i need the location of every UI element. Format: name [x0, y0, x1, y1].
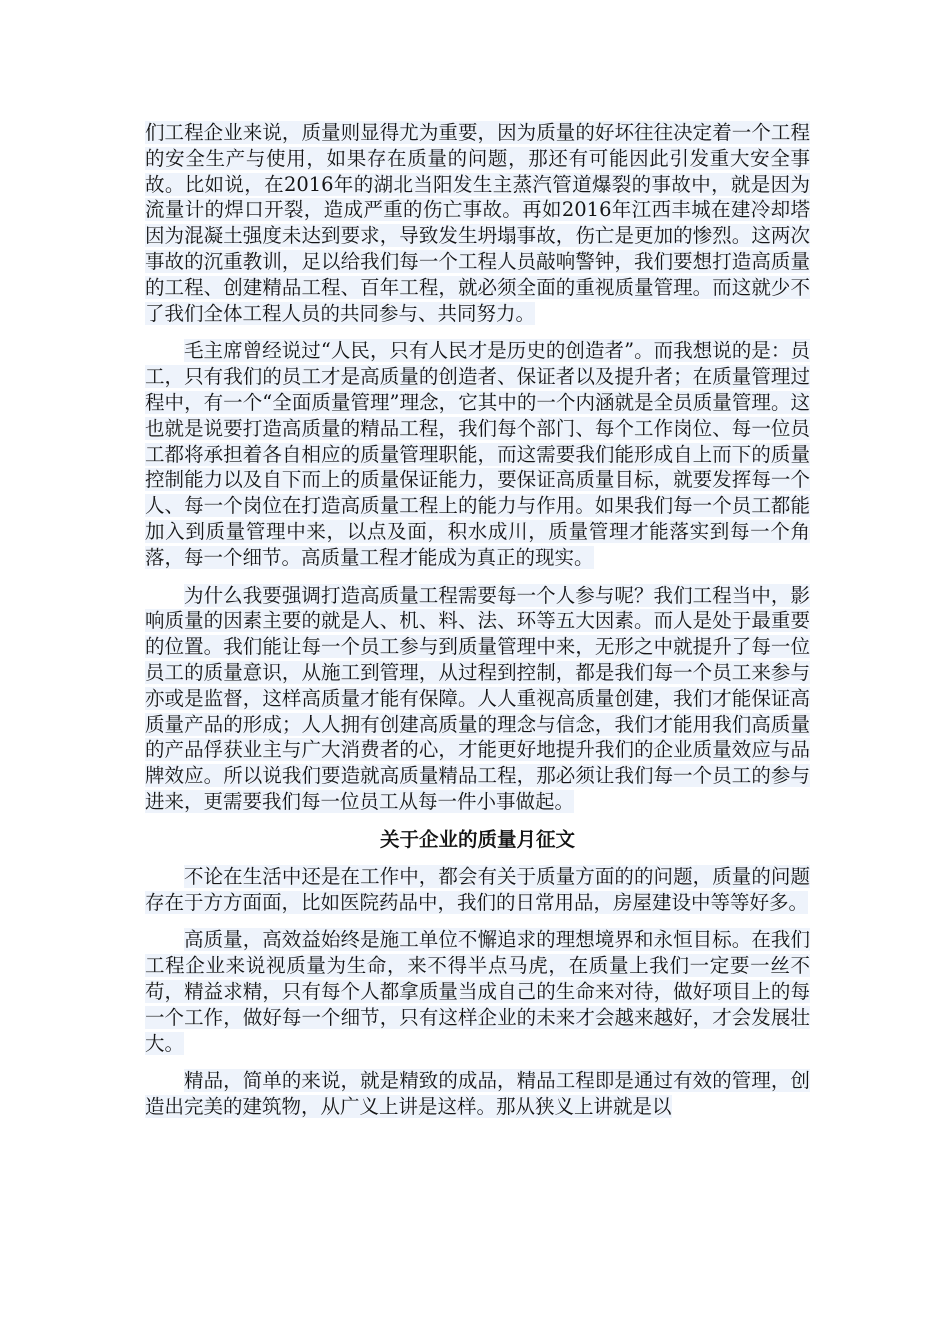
- body-paragraph: [145, 927, 810, 1056]
- paragraph-text: 高质量，高效益始终是施工单位不懈追求的理想境界和永恒目标。在我们工程企业来说视质量为生命，来不得半点马虎，在质量上我们一定要一丝不苟，精益求精，只有每个人都拿质量当成自己的生命来对待，做好项目上的每一个工作，做好每一个细节，只有这样企业的未来才会越来越好，才会发展壮大。: [145, 928, 810, 1055]
- paragraph-text: 不论在生活中还是在工作中，都会有关于质量方面的的问题，质量的问题存在于方方面面，比如医院药品中，我们的日常用品，房屋建设中等等好多。: [145, 864, 810, 914]
- body-paragraph: [145, 338, 810, 570]
- paragraph-text: 毛主席曾经说过“人民，只有人民才是历史的创造者”。而我想说的是：员工，只有我们的员工才是高质量的创造者、保证者以及提升者；在质量管理过程中，有一个“全面质量管理”理念，它其中的一个内涵就是全员质量管理。这也就是说要打造高质量的精品工程，我们每个部门、每个工作岗位、每一位员工都将承担着各自相应的质量管理职能，而这需要我们能形成自上而下的质量控制能力以及自下而上的质量保证能力，要保证高质量目标，就要发挥每一个人、每一个岗位在打造高质量工程上的能力与作用。如果我们每一个员工都能加入到质量管理中来，以点及面，积水成川，质量管理才能落实到每一个角落，每一个细节。高质量工程才能成为真正的现实。: [145, 339, 810, 569]
- body-paragraph: [145, 864, 810, 916]
- paragraph-text: 为什么我要强调打造高质量工程需要每一个人参与呢？我们工程当中，影响质量的因素主要的就是人、机、料、法、环等五大因素。而人是处于最重要的位置。我们能让每一个员工参与到质量管理中来，无形之中就提升了每一位员工的质量意识，从施工到管理，从过程到控制，都是我们每一个员工来参与亦或是监督，这样高质量才能有保障。人人重视高质量创建，我们才能保证高质量产品的形成；人人拥有创建高质量的理念与信念，我们才能用我们高质量的产品俘获业主与广大消费者的心，才能更好地提升我们的企业质量效应与品牌效应。所以说我们要造就高质量精品工程，那必须让我们每一个员工的参与进来，更需要我们每一位员工从每一件小事做起。: [145, 583, 810, 813]
- document-page: [145, 120, 810, 1132]
- section-heading: 关于企业的质量月征文: [379, 827, 575, 851]
- paragraph-text: 们工程企业来说，质量则显得尤为重要，因为质量的好坏往往决定着一个工程的安全生产与使用，如果存在质量的问题，那还有可能因此引发重大安全事故。比如说，在2016年的湖北当阳发生主蒸汽管道爆裂的事故中，就是因为流量计的焊口开裂，造成严重的伤亡事故。再如2016年江西丰城在建冷却塔因为混凝土强度未达到要求，导致发生坍塌事故，伤亡是更加的惨烈。这两次事故的沉重教训，足以给我们每一个工程人员敲响警钟，我们要想打造高质量的工程、创建精品工程、百年工程，就必须全面的重视质量管理。而这就少不了我们全体工程人员的共同参与、共同努力。: [145, 121, 810, 325]
- body-paragraph: [145, 583, 810, 815]
- body-paragraph-truncated: [145, 1068, 810, 1120]
- body-paragraph-continued: [145, 120, 810, 326]
- paragraph-text: 精品，简单的来说，就是精致的成品，精品工程即是通过有效的管理，创造出完美的建筑物，从广义上讲是这样。那从狭义上讲就是以: [145, 1069, 810, 1119]
